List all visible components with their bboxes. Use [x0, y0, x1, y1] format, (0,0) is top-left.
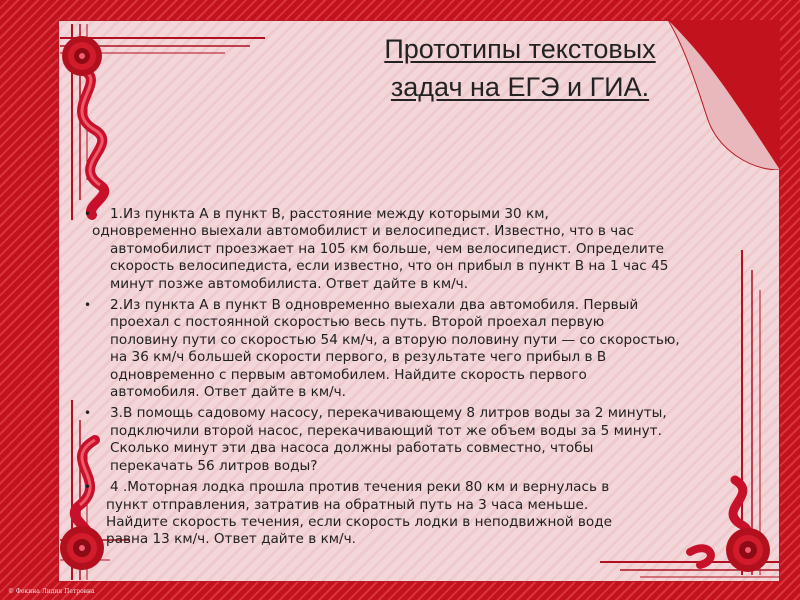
- slide-title: [300, 30, 740, 106]
- problem-text-line: 4 .Моторная лодка прошла против течения реки 80 км и вернулась в: [110, 479, 610, 496]
- problem-text-line: Сколько минут эти два насоса должны работать совместно, чтобы: [110, 440, 594, 457]
- problem-text-line: скорость велосипедиста, если известно, что он прибыл в пункт В на 1 час 45: [110, 258, 669, 275]
- bullet-icon: •: [84, 298, 92, 313]
- problem-item: [80, 479, 770, 549]
- problem-text-line: проехал с постоянной скоростью весь путь. Второй проехал первую: [110, 314, 605, 331]
- problem-text-line: равна 13 км/ч. Ответ дайте в км/ч.: [106, 531, 356, 548]
- bullet-icon: •: [84, 406, 92, 421]
- problem-text-line: одновременно с первым автомобилем. Найдите скорость первого: [110, 366, 587, 383]
- problem-text-line: автомобиля. Ответ дайте в км/ч.: [110, 384, 347, 401]
- problem-text-line: перекачать 56 литров воды?: [110, 457, 318, 474]
- bullet-icon: •: [84, 480, 92, 495]
- problem-text-line: подключили второй насос, перекачивающий тот же объем воды за 5 минут.: [110, 422, 662, 439]
- problem-item: [80, 206, 770, 293]
- problem-text-line: пункт отправления, затратив на обратный путь на 3 часа меньше.: [106, 496, 589, 513]
- problem-text-line: половину пути со скоростью 54 км/ч, а вторую половину пути — со скоростью,: [110, 331, 680, 348]
- problem-text-line: 2.Из пункта А в пункт В одновременно выехали два автомобиля. Первый: [110, 297, 639, 314]
- problem-list: [80, 206, 770, 553]
- title-line: Прототипы текстовых: [384, 34, 656, 64]
- title-line: задач на ЕГЭ и ГИА.: [390, 72, 650, 102]
- problem-text-line: автомобилист проезжает на 105 км больше, чем велосипедист. Определите: [110, 240, 664, 257]
- problem-item: [80, 405, 770, 475]
- problem-text-line: одновременно выехали автомобилист и велосипедист. Известно, что в час: [92, 223, 635, 240]
- bullet-icon: •: [84, 207, 92, 221]
- problem-text-line: на 36 км/ч большей скорости первого, в результате чего прибыл в В: [110, 349, 607, 366]
- problem-text-line: минут позже автомобилиста. Ответ дайте в км/ч.: [110, 275, 469, 292]
- problem-item: [80, 297, 770, 401]
- author-credit: © Фокина Лидия Петровна: [8, 588, 95, 595]
- problem-text-line: 3.В помощь садовому насосу, перекачивающему 8 литров воды за 2 минуты,: [110, 405, 667, 422]
- problem-text-line: Найдите скорость течения, если скорость лодки в неподвижной воде: [106, 513, 612, 530]
- problem-text-line: 1.Из пункта А в пункт В, расстояние между которыми 30 км,: [110, 206, 549, 222]
